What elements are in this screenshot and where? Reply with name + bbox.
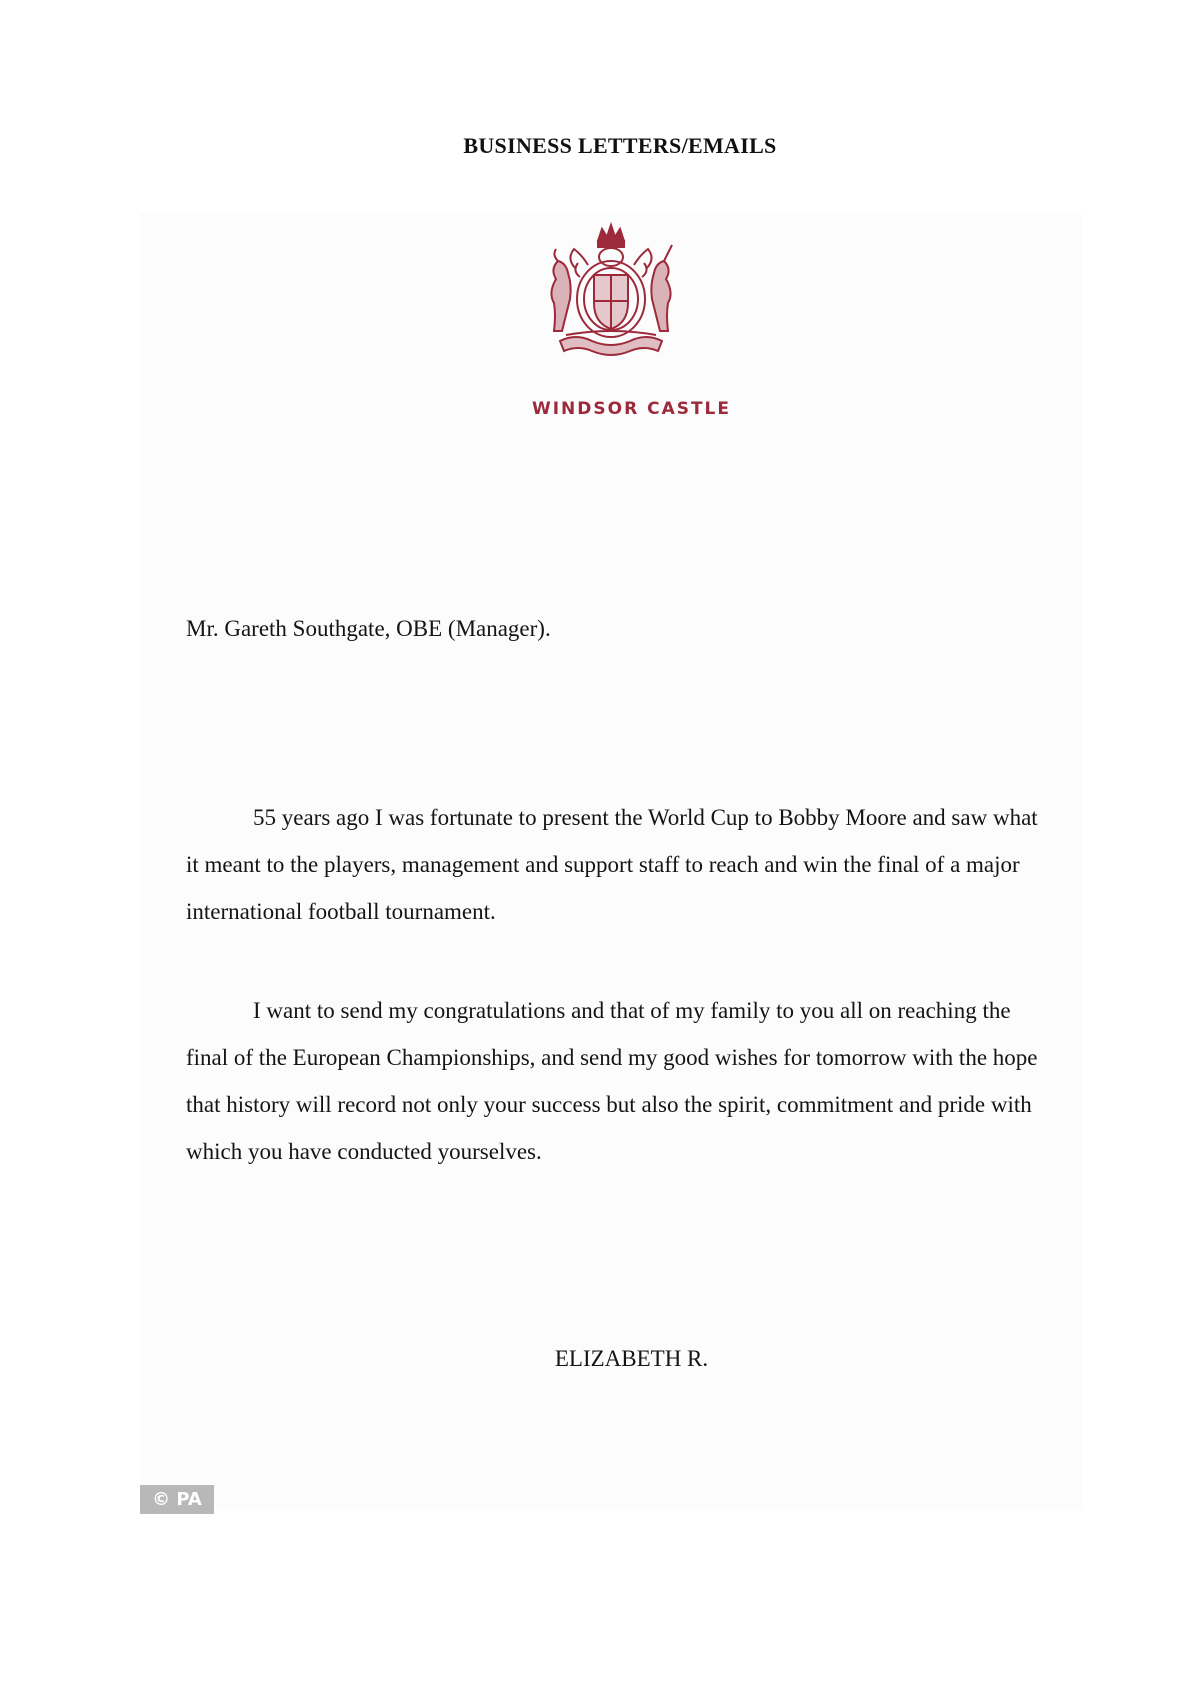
page-title: BUSINESS LETTERS/EMAILS (463, 133, 777, 158)
body-paragraph: 55 years ago I was fortunate to present the World Cup to Bobby Moore and saw what it meant to the players, management and support staff to reach and win the final of a major international football tournament. (186, 805, 1038, 924)
letter-sheet (140, 213, 1083, 1509)
recipient-line: Mr. Gareth Southgate, OBE (Manager). (186, 616, 551, 641)
photo-credit-badge: © PA (140, 1485, 214, 1514)
body-paragraph: I want to send my congratulations and that of my family to you all on reaching the final of the European Championships, and send my good wishes for tomorrow with the hope that history will record not only your success but also the spirit, commitment and pride with which you have conducted yourselves. (186, 998, 1038, 1164)
royal-coat-of-arms-icon (536, 219, 686, 364)
letterhead-place: WINDSOR CASTLE (531, 399, 732, 419)
signature: ELIZABETH R. (554, 1346, 709, 1371)
